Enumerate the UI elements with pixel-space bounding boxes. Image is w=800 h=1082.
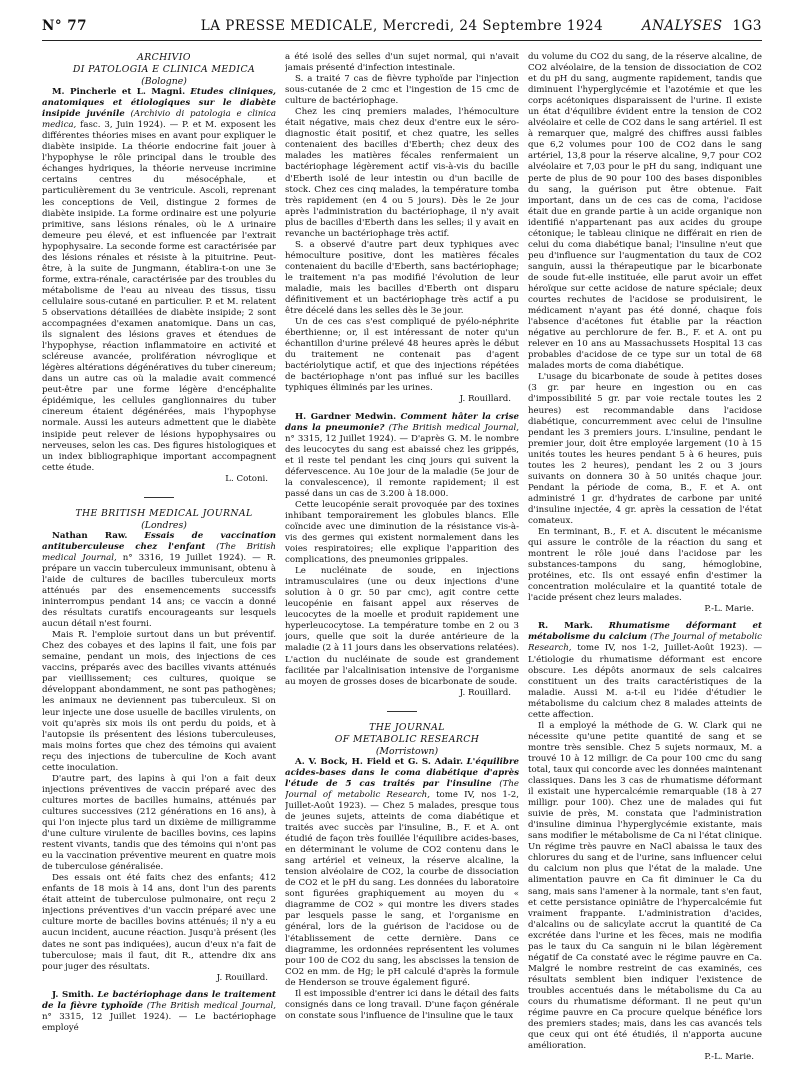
paragraph: En terminant, B., F. et A. discutent le mécanisme qui assure le contrôle de la réaction du sang et montrent le rôle joué dans l'acidose par les substances-tampons du sang, hémoglobine, protéines, etc. Ils ont essayé enfin d'estimer la concentration moléculaire et la quantité totale de l'acide présent chez leurs malades.: [528, 527, 762, 604]
abstract-author: R. Mark.: [538, 621, 593, 632]
abstract: [285, 757, 519, 989]
abstract-source: (The British medical Journal,: [42, 541, 276, 563]
abstract-author: H. Gardner Medwin.: [295, 411, 397, 422]
paragraph: Il a employé la méthode de G. W. Clark qui ne nécessite qu'une petite quantité de sang et se montre très sensible. Chez 5 sujets normaux, M. a trouvé 10 à 12 milligr. de Ca pour 100 cmc du sang total, taux qui concorde avec les données maintenant classiques. Dans les 3 cas de rhumatisme déformant il existait une hypercalcémie remarquable (18 à 27 milligr. pour 100). Chez une de malades qui fut suivie de près, M. constata que l'administration d'insuline diminua l'hyperglycémie existante, mais sans modifier le métabolisme de Ca ni l'état clinique. Un régime très pauvre en NaCl abaissa le taux des chlorures du sang et de l'urine, sans influencer celui du calcium non plus que l'état de la malade. Une alimentation pauvre en Ca fit diminuer le Ca du sang, mais sans l'amener à la normale, tant s'en faut, et cette persistance opiniâtre de l'hypercalcémie fut vraiment frappante. L'administration d'acides, d'alcalins ou de salicylate accrut la quantité de Ca excrétée dans l'urine et les fèces, mais ne modifia pas le taux du Ca sanguin ni le bilan légèrement négatif de Ca constaté avec le régime pauvre en Ca. Malgré le nombre restreint de cas examinés, ces résultats semblent bien indiquer l'existence de troubles accentués dans le métabolisme du Ca au cours du rhumatisme déformant. Il ne peut qu'un régime pauvre en Ca procure quelque bénéfice lors des premiers stades; mais, dans les cas avancés tels que ceux qui ont été étudiés, il n'apporta aucune amélioration.: [528, 720, 762, 1052]
paragraph: Le nucléinate de soude, en injections intramusculaires (une ou deux injections d'une solution à 0 gr. 50 par cmc), agit contre cette leucopénie en faisant appel aux réserves de leucocytes de la moelle et produit rapidement une hyperleucocytose. La température tombe en 2 ou 3 jours, quelle que soit la durée antérieure de la maladie (2 à 11 jours dans les observations relatées). L'action du nucléinate de soude est grandement facilitée par l'alcalinisation intensive de l'organisme au moyen de grosses doses de bicarbonate de soude.: [285, 566, 519, 687]
abstract-source: (The Journal of metabolic Research,: [528, 632, 762, 654]
paragraph: S. a observé d'autre part deux typhiques avec hémoculture positive, dont les matières fécales contenaient du bacille d'Eberth, sans bactériophage; le traitement n'a pas modifié l'évolution de leur maladie, mais les bacilles d'Eberth ont disparu définitivement et un bactériophage très actif a pu être décelé dans les selles dès le 3e jour.: [285, 239, 519, 317]
signature: J. Rouillard.: [459, 394, 511, 405]
journal-title: THE JOURNAL: [369, 721, 445, 733]
issue-number: N° 77: [42, 18, 88, 34]
paragraph: Cette leucopénie serait provoquée par des toxines inhibant temporairement les globules blancs. Elle coïncide avec une diminution de la résistance vis-à-vis des germes qui existent normalement dans les voies respiratoires; elle explique l'apparition des complications, des pneumonies grippales.: [285, 499, 519, 566]
abstract-source: (The British medical Journal,: [388, 422, 519, 433]
paragraph: S. a traité 7 cas de fièvre typhoïde par l'injection sous-cutanée de 2 cmc et l'ingestion de 15 cmc de culture de bactériophage.: [285, 74, 519, 107]
signature: J. Rouillard.: [459, 687, 511, 698]
abstract-title: Etudes cliniques, anatomiques et étiologiques sur le diabète insipide juvénile: [42, 87, 276, 120]
abstract-text: n° 3316, 19 Juillet 1924). — R. prépare un vaccin tuberculeux immunisant, obtenu à l'aide de cultures de bacilles tuberculeux morts atténués par des ensemencements successifs ininterrompus pendant 14 ans; ce vaccin a donné des résultats curatifs encourageants sur lesquels aucun détail n'est fourni.: [42, 552, 276, 630]
journal-title: OF METABOLIC RESEARCH: [334, 733, 480, 745]
abstract: [528, 621, 762, 720]
signature: P.-L. Marie.: [704, 604, 754, 615]
newspaper-title: LA PRESSE MEDICALE, Mercredi, 24 Septembre 1924: [200, 18, 604, 34]
page-number: 1G3: [732, 18, 762, 34]
abstract-text: n° 3315, 12 Juillet 1924). — Le bactériophage employé: [42, 1011, 276, 1033]
abstract-title: L'équilibre acides-bases dans le coma diabétique d'après l'étude de 5 cas traités par l'insuline: [285, 756, 519, 789]
page-header: [42, 18, 762, 38]
abstract-author: J. Smith.: [52, 989, 94, 1000]
paragraph: Des essais ont été faits chez des enfants; 412 enfants de 18 mois à 14 ans, dont l'un des parents était atteint de tuberculose pulmonaire, ont reçu 2 injections préventives d'un vaccin préparé avec une culture morte de bacilles bovins atténués; il n'y a eu aucun incident, aucune réaction. Jusqu'à présent (les dates ne sont pas indiquées), aucun d'eux n'a fait de tuberculose; mais il faut, dit R., attendre dix ans pour juger des résultats.: [42, 873, 276, 972]
abstract-author: Nathan Raw.: [52, 530, 128, 541]
paragraph: D'autre part, des lapins à qui l'on a fait deux injections préventives de vaccin préparé avec des cultures mortes de bacilles humains, atténués par cultures successives (212 générations en 16 ans), à qui l'on injecte plus tard un dixième de milligramme d'une culture virulente de bacilles bovins, ces lapins restent vivants, tandis que des témoins qui n'ont pas eu la vaccination préventive meurent en quatre mois de tuberculose généralisée.: [42, 773, 276, 873]
journal-title: ARCHIVIO: [137, 52, 191, 63]
journal-city: (Londres): [141, 519, 187, 531]
header-rule: [42, 40, 762, 41]
paragraph: Il est impossible d'entrer ici dans le détail des faits consignés dans ce long travail. D'une façon générale on constate sous l'influence de l'insuline que le taux: [285, 988, 519, 1021]
abstract-source: (Archivio di patologia e clinica medica,: [42, 109, 276, 131]
journal-city: (Bologne): [141, 76, 187, 87]
abstract-text: tome IV, nos 1-2, Juillet-Août 1923). — L'étiologie du rhumatisme déformant est encore obscure. Les dépôts anormaux de sels calcaires constituent un des traits caractéristiques de la maladie. Aussi M. a-t-il eu l'idée d'étudier le métabolisme du calcium chez 8 malades atteints de cette affection.: [528, 643, 762, 720]
abstract-author: A. V. Bock, H. Field et G. S. Adair.: [295, 756, 464, 767]
column-3: [528, 52, 762, 1072]
abstract-author: M. Pincherle et L. Magni.: [52, 87, 186, 98]
abstract-title: Le bactériophage dans le traitement de la fièvre typhoïde: [42, 989, 276, 1011]
paragraph: Un de ces cas s'est compliqué de pyélo-néphrite éberthienne; or, il est intéressant de noter qu'un échantillon d'urine prélevé 48 heures après le début du traitement ne contenait pas d'agent bactériolytique actif, et que des injections répétées de bactériophage n'ont pas influé sur les bacilles typhiques éliminés par les urines.: [285, 317, 519, 394]
column-2: [285, 52, 519, 1072]
abstract-text: n° 3315, 12 Juillet 1924). — D'après G. M. le nombre des leucocytes du sang est abaissé chez les grippés, et il reste tel pendant les cinq jours qui suivent la défervescence. Au 10e jour de la maladie (5e jour de la convalescence), il remonte rapidement; il est passé dans un cas de 3.200 à 18.000.: [285, 433, 519, 499]
abstract-text: fasc. 3, Juin 1924). — P. et M. exposent les différentes théories mises en avant pour expliquer le diabète insipide. La théorie endocrine fait jouer à l'hypophyse le rôle principal dans le trouble des échanges hydriques, la théorie nerveuse incrimine certains centres du mésocéphale, et particulièrement du 3e ventricule. Ascoli, reprenant les conceptions de Veil, distingue 2 formes de diabète insipide. La forme ordinaire est une polyurie primitive, sans lésions rénales, où le Δ urinaire demeure peu élevé, et est influencée par l'extrait hypophysaire. La seconde forme est caractérisée par des lésions rénales et résiste à la pituitrine. Peut-être, à la suite de Jungmann, établira-t-on une 3e forme, extra-rénale, caractérisée par des troubles du métabolisme de l'eau au niveau des tissus, tissu cellulaire sous-cutané en particulier. P. et M. relatent 5 observations détaillées de diabète insipide; 2 sont accompagnées d'examen anatomique. Dans un cas, ils signalent des lésions graves et étendues de l'hypophyse, réaction inflammatoire en activité et scléreuse avancée, prolifération névroglique et légères altérations dégénératives du tuber cinereum; dans un autre cas où la maladie avait commencé peut-être par une forme légère d'encéphalite épidémique, les cellules ganglionnaires du tuber cinereum étaient dégénérées, mais l'hypophyse normale. Aussi les auteurs admettent que le diabète insipide peut relever de lésions hypophysaires ou nerveuses, selon les cas. Des figures histologiques et un index bibliographique important accompagnent cette étude.: [42, 120, 276, 473]
abstract: [285, 412, 519, 500]
abstract-text: tome IV, nos 1-2, Juillet-Août 1923). — Chez 5 malades, presque tous de jeunes sujets, atteints de coma diabétique et traités avec succès par l'insuline, B., F. et A. ont étudié de façon très fouillée l'équilibre acides-bases, en déterminant le volume de CO2 contenu dans le sang artériel et veineux, la réserve alcaline, la tension alvéolaire de CO2, la courbe de dissociation de CO2 et le pH du sang. Les données du laboratoire sont figurées graphiquement au moyen du « diagramme de CO2 » qui montre les divers stades par lesquels passe le sang, et l'organisme en général, lors de la guérison de l'acidose ou de l'établissement de cette dernière. Dans ce diagramme, les ordonnées représentent les volumes pour 100 de CO2 du sang, les abscisses la tension de CO2 en mm. de Hg; le pH calculé d'après la formule de Henderson se trouve également figuré.: [285, 789, 519, 988]
paragraph: a été isolé des selles d'un sujet normal, qui n'avait jamais présenté d'infection intestinale.: [285, 52, 519, 74]
separator: [387, 711, 417, 712]
paragraph: Chez les cinq premiers malades, l'hémoculture était négative, mais chez deux d'entre eux le séro-diagnostic était positif, et chez quatre, les selles contenaient des bacilles d'Eberth; chez deux des malades les matières fécales renfermaient un bactériophage légèrement actif vis-à-vis du bacille d'Eberth isolé de leur intestin ou d'un bacille de stock. Chez ces cinq malades, la température tomba très rapidement (en 4 ou 5 jours). Dès le 2e jour après l'administration du bactériophage, il n'y avait plus de bacilles d'Eberth dans les selles; il y avait en revanche un bactériophage très actif.: [285, 107, 519, 239]
abstract: [42, 87, 276, 474]
journal-title: DI PATOLOGIA E CLINICA MEDICA: [72, 64, 256, 75]
paragraph: du volume du CO2 du sang, de la réserve alcaline, de CO2 alvéolaire, de la tension de dissociation de CO2 et du pH du sang, augmente rapidement, tandis que diminuent l'hyperglycémie et l'azotémie et que les corps acétoniques disparaissent de l'urine. Il existe un état d'équilibre évident entre la tension de CO2 alvéolaire et celle de CO2 dans le sang artériel. Il est à remarquer que, malgré des chiffres aussi faibles que 6,2 volumes pour 100 de CO2 dans le sang artériel, 13,8 pour la réserve alcaline, 9,7 pour CO2 alvéolaire et 7,03 pour le pH du sang, indiquant une perte de plus de 90 pour 100 des bases disponibles du sang, la guérison put être obtenue. Fait important, dans un de ces cas de coma, l'acidose était due en grande partie à un acide organique non identifié n'appartenant pas aux acides du groupe cétonique; le tableau clinique ne différait en rien de celui du coma diabétique banal; l'insuline n'eut que peu d'influence sur l'augmentation du taux de CO2 sanguin, aussi la thérapeutique par le bicarbonate de soude fut-elle instituée, elle parut avoir un effet héroïque sur cette acidose de nature spéciale; deux courtes rechutes de l'acidose se produisirent, le médicament n'ayant pas été donné, chaque fois l'absence d'acétones fut établie par la réaction négative au perchlorure de fer. B., F. et A. ont pu relever en 10 ans au Massachussets Hospital 13 cas probables d'acidose de ce type sur un total de 68 malades morts de coma diabétique.: [528, 52, 762, 372]
abstract: [42, 531, 276, 630]
journal-title: THE BRITISH MEDICAL JOURNAL: [75, 507, 253, 519]
paragraph: Mais R. l'emploie surtout dans un but préventif. Chez des cobayes et des lapins il fait, une fois par semaine, pendant un mois, des injections de ces vaccins, préparés avec des bacilles vivants atténués par vieillissement; ces cultures, quoique se développant abondamment, ne sont pas pathogènes; les animaux ne deviennent pas tuberculeux. Si on leur injecte une dose usuelle de bacilles virulents, on voit qu'après six mois ils ont perdu du poids, et à l'autopsie ils présentent des lésions tuberculeuses, mais moins fortes que chez des témoins qui avaient reçu des injections de tuberculine de Koch avant cette inoculation.: [42, 630, 276, 773]
abstract-title: Essais de vaccination antituberculeuse chez l'enfant: [42, 530, 276, 552]
section-and-page: [642, 18, 762, 34]
journal-city: (Morristown): [375, 745, 439, 757]
separator: [144, 497, 174, 498]
section-name: ANALYSES: [641, 18, 723, 34]
signature: J. Rouillard.: [216, 972, 268, 983]
signature: P.-L. Marie.: [704, 1052, 754, 1063]
signature: L. Cotoni.: [225, 473, 268, 484]
abstract-source: (The Journal of metabolic Research,: [285, 778, 519, 800]
abstract-source: (The British medical Journal,: [146, 1000, 276, 1011]
abstract-title: Comment hâter la crise dans la pneumonie?: [285, 411, 519, 433]
abstract: [42, 990, 276, 1034]
paragraph: L'usage du bicarbonate de soude à petites doses (3 gr. par heure en ingestion ou en cas d'impossibilité 5 gr. par voie rectale toutes les 2 heures) est recommandable dans l'acidose diabétique, concurremment avec celui de l'insuline pendant les 3 premiers jours. L'insuline, pendant le premier jour, doit être employée largement (10 à 15 unités toutes les heures pendant 5 à 6 heures, puis toutes les 2 heures), pendant les 2 ou 3 jours suivants on donnera 30 à 50 unités chaque jour. Pendant la période de coma, B., F. et A. ont administré 1 gr. d'hydrates de carbone par unité d'insuline injectée, 4 gr. après la cessation de l'état comateux.: [528, 372, 762, 526]
abstract-title: Rhumatisme déformant et métabolisme du calcium: [528, 621, 762, 643]
column-1: [42, 52, 276, 1072]
